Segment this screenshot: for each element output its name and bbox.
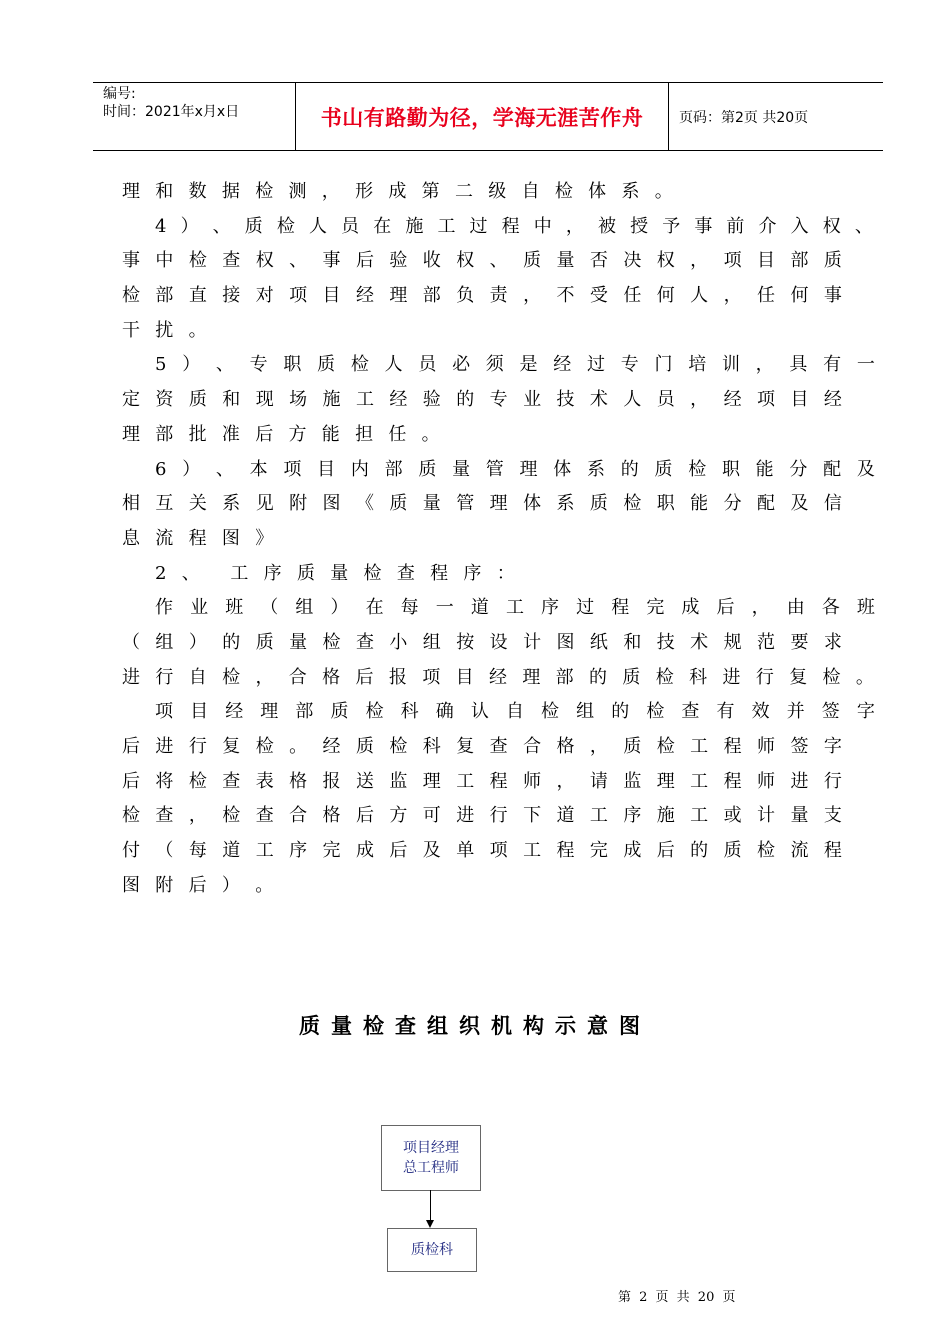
body-line-text: 作 业 班 （ 组 ） 在 每 一 道 工 序 过 程 完 成 后 ， 由 各 班 xyxy=(155,597,875,619)
body-line xyxy=(122,453,882,488)
body-line xyxy=(122,834,882,869)
header-page-info: 页码：第2页 共20页 xyxy=(679,109,809,126)
body-line xyxy=(122,418,882,453)
body-line xyxy=(122,175,882,210)
body-line xyxy=(122,522,882,557)
date-label: 时间：2021年x月x日 xyxy=(103,104,240,120)
body-line xyxy=(122,487,882,522)
body-line-text: 检 部 直 接 对 项 目 经 理 部 负 责 ， 不 受 任 何 人 ， 任 何 事 xyxy=(122,285,842,307)
body-line xyxy=(122,348,882,383)
body-line xyxy=(122,279,882,314)
body-line xyxy=(122,799,882,834)
body-line xyxy=(122,626,882,661)
body-line xyxy=(122,695,882,730)
body-line xyxy=(122,661,882,696)
body-line xyxy=(122,730,882,765)
body-line-text: 后 将 检 查 表 格 报 送 监 理 工 程 师 ， 请 监 理 工 程 师 进 行 xyxy=(122,770,842,792)
body-line xyxy=(122,210,882,245)
org-box-line-manager: 项目经理 xyxy=(403,1140,459,1156)
body-line xyxy=(122,765,882,800)
page-footer: 第 2 页 共 20 页 xyxy=(618,1290,736,1305)
body-line-text: 息 流 程 图 》 xyxy=(122,527,274,549)
body-line-text: 相 互 关 系 见 附 图 《 质 量 管 理 体 系 质 检 职 能 分 配 及 信 xyxy=(122,493,842,515)
body-line-text: 5 ） 、 专 职 质 检 人 员 必 须 是 经 过 专 门 培 训 ， 具 有 一 xyxy=(155,354,875,376)
doc-number-label: 编号: xyxy=(103,86,136,102)
body-line-text: 理 和 数 据 检 测 ， 形 成 第 二 级 自 检 体 系 。 xyxy=(122,181,673,202)
body-line xyxy=(122,591,882,626)
org-arrow-icon xyxy=(426,1220,434,1228)
body-line xyxy=(122,869,882,904)
org-box-project-manager xyxy=(381,1125,481,1191)
org-box-line-chief-engineer: 总工程师 xyxy=(403,1160,459,1176)
body-line-text: 6 ） 、 本 项 目 内 部 质 量 管 理 体 系 的 质 检 职 能 分 配 及 xyxy=(155,458,875,480)
body-line-text: 干 扰 。 xyxy=(122,319,207,341)
body-line-text: 定 资 质 和 现 场 施 工 经 验 的 专 业 技 术 人 员 ， 经 项 目 经 xyxy=(122,389,842,411)
body-line-text: 进 行 自 检 ， 合 格 后 报 项 目 经 理 部 的 质 检 科 进 行 复 检 。 xyxy=(122,666,874,688)
body-line-text: 项 目 经 理 部 质 检 科 确 认 自 检 组 的 检 查 有 效 并 签 字 xyxy=(155,701,875,723)
document-body xyxy=(122,175,882,903)
org-connector-line xyxy=(430,1190,431,1220)
body-line-text: 理 部 批 准 后 方 能 担 任 。 xyxy=(122,423,440,445)
body-line xyxy=(122,314,882,349)
body-line-text: 图 附 后 ） 。 xyxy=(122,874,274,896)
body-line xyxy=(122,557,882,592)
header-meta-cell xyxy=(93,83,296,150)
page-header xyxy=(93,82,883,151)
org-chart-title: 质量检查组织机构示意图 xyxy=(299,1014,651,1038)
header-motto: 书山有路勤为径，学海无涯苦作舟 xyxy=(296,83,669,150)
body-line-text: 4 ） 、 质 检 人 员 在 施 工 过 程 中 ， 被 授 予 事 前 介 入 权 、 xyxy=(155,215,873,237)
body-line-text: 2 、 工 序 质 量 检 查 程 序 ： xyxy=(155,562,515,584)
body-line-text: 事 中 检 查 权 、 事 后 验 收 权 、 质 量 否 决 权 ， 项 目 部 质 xyxy=(122,250,842,272)
org-box-line-quality: 质检科 xyxy=(411,1242,453,1258)
org-box-quality-dept xyxy=(387,1228,477,1272)
body-line-text: （ 组 ） 的 质 量 检 查 小 组 按 设 计 图 纸 和 技 术 规 范 要 求 xyxy=(122,631,842,653)
body-line-text: 检 查 ， 检 查 合 格 后 方 可 进 行 下 道 工 序 施 工 或 计 量 支 xyxy=(122,805,842,827)
body-line-text: 付 （ 每 道 工 序 完 成 后 及 单 项 工 程 完 成 后 的 质 检 流 程 xyxy=(122,840,842,862)
body-line xyxy=(122,244,882,279)
body-line xyxy=(122,383,882,418)
body-line-text: 后 进 行 复 检 。 经 质 检 科 复 查 合 格 ， 质 检 工 程 师 签 字 xyxy=(122,736,842,757)
